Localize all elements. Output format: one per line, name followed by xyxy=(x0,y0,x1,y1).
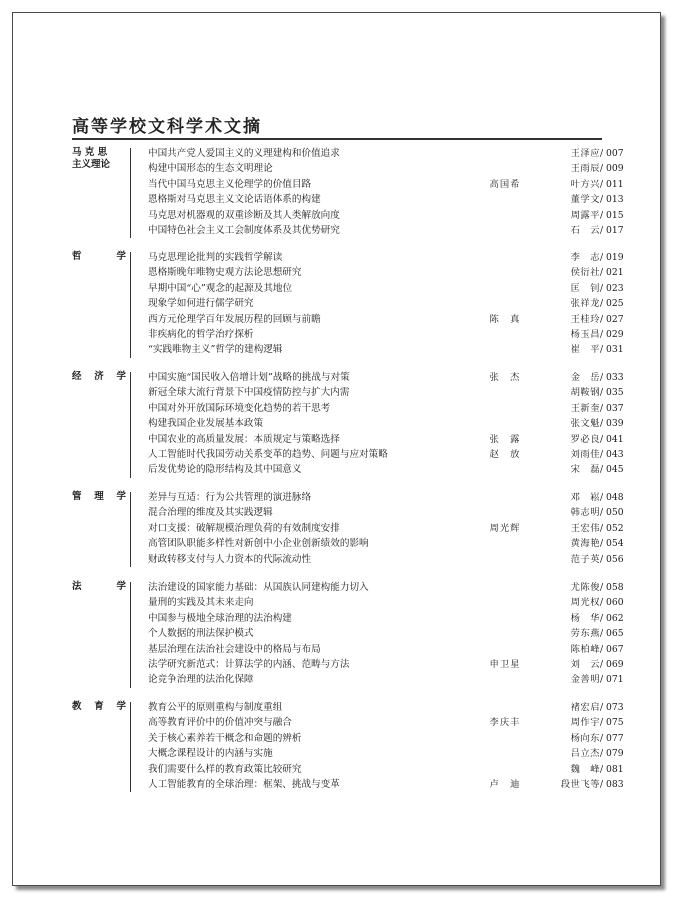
page-number: / 017 xyxy=(600,224,624,236)
toc-entry[interactable] xyxy=(148,223,626,238)
author: 胡鞍钢 xyxy=(570,387,600,399)
toc-entry[interactable] xyxy=(148,192,626,207)
article-title: 我们需要什么样的教育政策比较研究 xyxy=(148,763,302,775)
author: 魏 峰 xyxy=(570,763,600,775)
author: 黄海艳 xyxy=(570,538,600,550)
article-title: 中国参与极地全球治理的法治构建 xyxy=(148,612,292,624)
section-label: 管 理 学 xyxy=(72,491,126,502)
section-divider xyxy=(130,148,131,238)
article-title: 当代中国马克思主义伦理学的价值目路 xyxy=(148,178,312,190)
toc-entry[interactable] xyxy=(148,777,626,792)
page-number: / 069 xyxy=(600,658,624,670)
section-divider xyxy=(130,702,131,792)
toc-entry[interactable] xyxy=(148,250,626,265)
toc-entry[interactable] xyxy=(148,447,626,462)
section-divider xyxy=(130,492,131,567)
toc-entry[interactable] xyxy=(148,432,626,447)
toc-entry[interactable] xyxy=(148,342,626,357)
page-number: / 039 xyxy=(600,418,624,430)
author: 陈柏峰 xyxy=(570,643,600,655)
author: 匡 钊 xyxy=(570,282,600,294)
article-title: 个人数据的刑法保护模式 xyxy=(148,628,254,640)
section-rows xyxy=(148,146,626,238)
article-title: 构建我国企业发展基本政策 xyxy=(148,418,264,430)
author: 周作宇 xyxy=(570,717,600,729)
section-label: 法 学 xyxy=(72,581,126,592)
article-title: 中国对外开放国际环境变化趋势的若干思考 xyxy=(148,402,331,414)
toc-entry[interactable] xyxy=(148,595,626,610)
toc-entry[interactable] xyxy=(148,626,626,641)
section-label: 哲 学 xyxy=(72,251,126,262)
page-number: / 071 xyxy=(600,674,624,686)
section-rows xyxy=(148,490,626,567)
article-title: 马克思对机器观的双重诊断及其人类解放向度 xyxy=(148,209,340,221)
author: 王新奎 xyxy=(570,402,600,414)
page-number: / 045 xyxy=(600,464,624,476)
page-number: / 060 xyxy=(600,597,624,609)
author: 杨玉昌 xyxy=(570,328,600,340)
page-number: / 065 xyxy=(600,628,624,640)
author: 邓 崧 xyxy=(570,492,600,503)
article-title: 中国农业的高质量发展：本质规定与策略选择 xyxy=(148,433,340,445)
toc-entry[interactable] xyxy=(148,731,626,746)
article-title: 对口支援：破解规模治理负荷的有效制度安排 xyxy=(148,522,340,534)
section-rows xyxy=(148,250,626,358)
toc-entry[interactable] xyxy=(148,296,626,311)
article-title: 基层治理在法治社会建设中的格局与布局 xyxy=(148,643,321,655)
co-author: 李庆丰 xyxy=(489,717,521,729)
toc-entry[interactable] xyxy=(148,281,626,296)
author: 褚宏启 xyxy=(570,702,600,713)
author: 金善明 xyxy=(570,674,600,686)
article-title: 中国特色社会主义工会制度体系及其优势研究 xyxy=(148,224,340,236)
author: 王宏伟 xyxy=(570,522,600,534)
article-title: 恩格斯晚年唯物史观方法论思想研究 xyxy=(148,267,302,279)
section-divider xyxy=(130,252,131,358)
co-author: 申卫星 xyxy=(489,658,521,670)
article-title: 论竞争治理的法治化保障 xyxy=(148,674,254,686)
article-title: 新冠全球大流行背景下中国疫情防控与扩大内需 xyxy=(148,387,350,399)
author: 宋 磊 xyxy=(570,464,600,476)
article-title: 现象学如何进行儒学研究 xyxy=(148,298,254,310)
page-number: / 031 xyxy=(600,344,624,356)
toc-entry[interactable] xyxy=(148,521,626,536)
author: 刘 云 xyxy=(570,658,600,670)
page-number: / 062 xyxy=(600,612,624,624)
article-title: 人工智能教育的全球治理：框架、挑战与变革 xyxy=(148,778,340,790)
page-number: / 075 xyxy=(600,717,624,729)
page-number: / 007 xyxy=(600,148,624,159)
toc-entry[interactable] xyxy=(148,416,626,431)
toc-entry[interactable] xyxy=(148,146,626,161)
toc-entry[interactable] xyxy=(148,505,626,520)
article-title: 关于核心素养若干概念和命题的辨析 xyxy=(148,732,302,744)
author: 周光权 xyxy=(570,597,600,609)
author: 叶方兴 xyxy=(570,178,600,190)
page-number: / 009 xyxy=(600,163,624,175)
author: 董学文 xyxy=(570,194,600,206)
section-rows xyxy=(148,580,626,688)
page-number: / 033 xyxy=(600,372,624,383)
article-title: 差异与互适：行为公共管理的演进脉络 xyxy=(148,492,312,503)
article-title: “实践唯物主义”哲学的建构逻辑 xyxy=(148,344,283,356)
toc-entry[interactable] xyxy=(148,700,626,715)
section-divider xyxy=(130,372,131,478)
toc-entry[interactable] xyxy=(148,672,626,687)
co-author: 张 露 xyxy=(489,433,521,445)
page-number: / 013 xyxy=(600,194,624,206)
page-number: / 056 xyxy=(600,553,624,565)
page-number: / 025 xyxy=(600,298,624,310)
page-number: / 037 xyxy=(600,402,624,414)
author: 刘雨佳 xyxy=(570,448,600,460)
article-title: 量刑的实践及其未来走向 xyxy=(148,597,254,609)
toc-entry[interactable] xyxy=(148,715,626,730)
section-label: 马 克 思 主义理论 xyxy=(72,147,111,170)
author: 侯衍社 xyxy=(570,267,600,279)
author: 韩志明 xyxy=(570,507,600,519)
page-number: / 073 xyxy=(600,702,624,713)
article-title: 大概念课程设计的内涵与实施 xyxy=(148,748,273,760)
author: 尤陈俊 xyxy=(570,582,600,593)
author: 吕立杰 xyxy=(570,748,600,760)
co-author: 张 杰 xyxy=(489,372,521,383)
page-number: / 015 xyxy=(600,209,624,221)
page-number: / 023 xyxy=(600,282,624,294)
author: 张文魁 xyxy=(570,418,600,430)
article-title: 财政转移支付与人力资本的代际流动性 xyxy=(148,553,312,565)
section-rows xyxy=(148,700,626,792)
title-rule xyxy=(72,138,602,140)
article-title: 恩格斯对马克思主义文论话语体系的构建 xyxy=(148,194,321,206)
page-number: / 035 xyxy=(600,387,624,399)
page-title: 高等学校文科学术文摘 xyxy=(72,117,262,137)
author: 杨 华 xyxy=(570,612,600,624)
co-author: 周光辉 xyxy=(489,522,521,534)
page-number: / 027 xyxy=(600,313,624,325)
article-title: 法学研究新范式：计算法学的内涵、范畴与方法 xyxy=(148,658,350,670)
toc-entry[interactable] xyxy=(148,580,626,595)
toc-entry[interactable] xyxy=(148,177,626,192)
article-title: 马克思理论批判的实践哲学解读 xyxy=(148,252,283,263)
author: 张祥龙 xyxy=(570,298,600,310)
page-number: / 048 xyxy=(600,492,624,503)
article-title: 混合治理的维度及其实践逻辑 xyxy=(148,507,273,519)
section-rows xyxy=(148,370,626,478)
co-author: 赵 放 xyxy=(489,448,521,460)
toc-entry[interactable] xyxy=(148,370,626,385)
article-title: 高等教育评价中的价值冲突与融合 xyxy=(148,717,292,729)
toc-entry[interactable] xyxy=(148,401,626,416)
toc-entry[interactable] xyxy=(148,657,626,672)
toc-entry[interactable] xyxy=(148,385,626,400)
author: 王泽应 xyxy=(570,148,600,159)
author: 劳东燕 xyxy=(570,628,600,640)
toc-entry[interactable] xyxy=(148,208,626,223)
page-number: / 043 xyxy=(600,448,624,460)
page-number: / 029 xyxy=(600,328,624,340)
toc-entry[interactable] xyxy=(148,762,626,777)
article-title: 构建中国形态的生态文明理论 xyxy=(148,163,273,175)
toc-entry[interactable] xyxy=(148,490,626,505)
page-number: / 019 xyxy=(600,252,624,263)
article-title: 中国共产党人爱国主义的义理建构和价值追求 xyxy=(148,148,340,159)
co-author: 高国希 xyxy=(489,178,521,190)
page-number: / 050 xyxy=(600,507,624,519)
toc-entry[interactable] xyxy=(148,265,626,280)
article-title: 西方元伦理学百年发展历程的回顾与前瞻 xyxy=(148,313,321,325)
toc-entry[interactable] xyxy=(148,327,626,342)
toc-entry[interactable] xyxy=(148,611,626,626)
page-number: / 079 xyxy=(600,748,624,760)
author: 李 志 xyxy=(570,252,600,263)
author: 金 岳 xyxy=(570,372,600,383)
toc-entry[interactable] xyxy=(148,552,626,567)
article-title: 中国实施“国民收入倍增计划”战略的挑战与对策 xyxy=(148,372,350,383)
article-title: 高管团队职能多样性对新创中小企业创新绩效的影响 xyxy=(148,538,369,550)
author: 杨向东 xyxy=(570,732,600,744)
author: 范子英 xyxy=(570,553,600,565)
page-number: / 058 xyxy=(600,582,624,593)
author: 罗必良 xyxy=(570,433,600,445)
toc-entry[interactable] xyxy=(148,161,626,176)
co-author: 卢 迪 xyxy=(489,778,521,790)
author: 段世飞等 xyxy=(560,778,600,790)
section-label: 教 育 学 xyxy=(72,701,126,712)
page-number: / 041 xyxy=(600,433,624,445)
toc-entry[interactable] xyxy=(148,642,626,657)
section-divider xyxy=(130,582,131,688)
author: 崔 平 xyxy=(570,344,600,356)
page-number: / 077 xyxy=(600,732,624,744)
article-title: 后发优势论的隐形结构及其中国意义 xyxy=(148,464,302,476)
article-title: 非疾病化的哲学治疗探析 xyxy=(148,328,254,340)
toc-entry[interactable] xyxy=(148,312,626,327)
page-number: / 054 xyxy=(600,538,624,550)
co-author: 陈 真 xyxy=(489,313,521,325)
article-title: 教育公平的原则重构与制度重组 xyxy=(148,702,283,713)
section-label: 经 济 学 xyxy=(72,371,126,382)
article-title: 法治建设的国家能力基础：从国族认同建构能力切入 xyxy=(148,582,369,593)
author: 周露平 xyxy=(570,209,600,221)
article-title: 人工智能时代我国劳动关系变革的趋势、问题与应对策略 xyxy=(148,448,388,460)
author: 王雨辰 xyxy=(570,163,600,175)
toc-entry[interactable] xyxy=(148,462,626,477)
toc-entry[interactable] xyxy=(148,746,626,761)
page-number: / 067 xyxy=(600,643,624,655)
author: 石 云 xyxy=(570,224,600,236)
author: 王桂玲 xyxy=(570,313,600,325)
toc-entry[interactable] xyxy=(148,536,626,551)
page-number: / 081 xyxy=(600,763,624,775)
article-title: 早期中国“心”观念的起源及其地位 xyxy=(148,282,293,294)
page-number: / 021 xyxy=(600,267,624,279)
page-number: / 011 xyxy=(600,178,624,190)
page-number: / 052 xyxy=(600,522,624,534)
page-number: / 083 xyxy=(600,778,624,790)
